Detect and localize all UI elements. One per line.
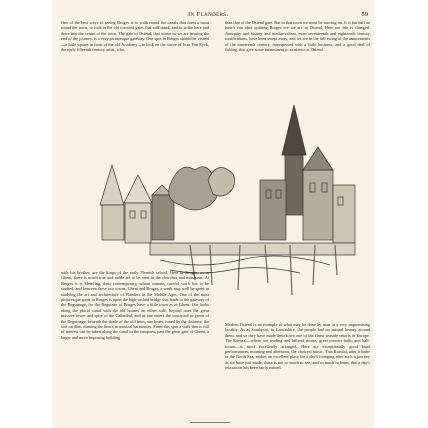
text-column-bottom-left bbox=[61, 270, 209, 418]
canal-illustration bbox=[90, 85, 370, 300]
paragraph: with his brother, are the kings of the early Flemish school. Here in Bruges, as in Ghent, there is much true and noble art to be seen in the churches and museums. At Bruges it is Memling, their contemporary, whose minute, careful work has to be studied, and between these two towns, Ghent and Bruges, a week may well be spent in studying the art and architecture of Flanders in the Middle Ages. One of the most picturesque spots in Bruges is upon the high-arched bridge that leads to the gateway of the Beguinage, for the Beguines of Bruges have a little town as at Ghent. Our looks along the placid canal with the old houses on either side; beyond rises the great massive tower and spire of the Cathedral, and as one enters the courtyard or green of the Beguinage, beneath the shade of the old trees, one hears, toned by the distance, the soft carillon chiming the hours in musical harmonies. From this spot a walk that is full of interest can be taken along the canal to the ramparts, past the great gate of Ghent, a larger and more imposing building bbox=[61, 270, 209, 340]
running-title: In Flanders. bbox=[188, 11, 229, 18]
paragraph: One of the best ways of seeing Bruges is to walk round the canals that form a moat round the town; to look at the old towered gates that still stand, and to strike here and there into the centre of the town. The gate of Ostend, that warns us we are nearing the end of the journey, is a very picturesque gateway. One spot in Bruges should be visited—a little square in front of the old Academy—to look on the statue of Jean Van Eyck, the early fifteenth century artist, who, bbox=[61, 20, 209, 53]
ornament-rule bbox=[190, 421, 230, 424]
text-column-top-left bbox=[61, 20, 209, 84]
paragraph: Modern Ostend is an example of what may be done by man in a very unpromising locality. As at Southport, in Lancashire, the people had no natural beauty around them, and so they have made their town one of the finest seaside resorts in Europe. The Kursaal—where are reading and billiard rooms, great concert halls, and ball-rooms—is most excellently arranged. Here are exceptionally good band performances, morning and afternoon, the choicest music. This Kursaal, after a bathe in the North Sea, makes an excellent place for a day's lounging after such a journey as we have just made; there is not so much to see, and so much to learn, that a day's relaxation has been fairly earned. bbox=[225, 322, 370, 371]
page-number: 59 bbox=[361, 11, 368, 18]
text-column-bottom-right bbox=[225, 322, 370, 420]
text-column-top-right bbox=[225, 20, 370, 95]
paragraph: than that of the Ostend gate. But to that town we must be moving on. It is but half an hour's run after quitting Bruges ere we are in Ostend. Here our life is changed. Antiquity and history and mediaevalism, even seventeenth and eighteenth century fortifications, have been swept away, and we are in the full swing of the amusements of the nineteenth century, interspersed with a little business, and a good deal of fishing, that give some earnestness to existence at Ostend. bbox=[225, 20, 370, 53]
